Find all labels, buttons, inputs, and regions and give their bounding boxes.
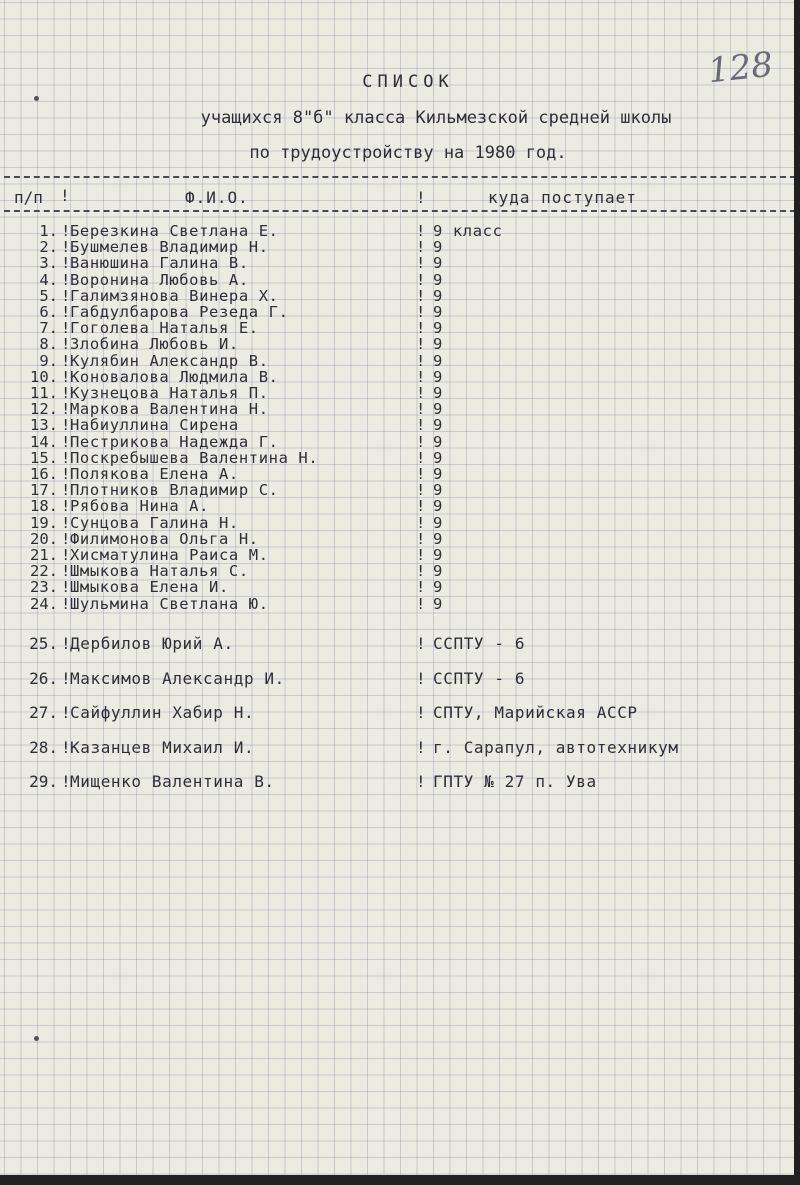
table-row	[0, 546, 800, 562]
row-number: 21.	[30, 546, 58, 564]
destination: г. Сарапул, автотехникум	[433, 737, 679, 757]
destination: 9	[433, 286, 443, 305]
row-number: 22.	[30, 562, 58, 581]
table-row	[0, 562, 800, 581]
table-header-rule	[4, 210, 796, 212]
student-name: Маркова Валентина Н.	[70, 400, 269, 419]
column-separator: !	[61, 303, 71, 321]
column-separator: !	[416, 303, 426, 321]
destination: ССПТУ - 6	[433, 634, 526, 653]
row-number: 26.	[29, 668, 58, 688]
student-name: Набиуллина Сирена	[70, 416, 239, 435]
column-separator: !	[61, 578, 71, 597]
column-separator: !	[61, 529, 71, 548]
destination: 9	[433, 384, 443, 402]
row-number: 17.	[30, 481, 58, 500]
student-name: Филимонова Ольга Н.	[70, 529, 259, 548]
row-number: 13.	[30, 416, 58, 435]
row-number: 8.	[39, 335, 58, 354]
destination: 9	[433, 497, 443, 516]
student-name: Полякова Елена А.	[70, 465, 239, 483]
destination: 9	[433, 578, 443, 597]
table-row	[0, 595, 800, 611]
column-separator: !	[60, 186, 70, 205]
destination: 9	[433, 270, 443, 289]
column-separator: !	[61, 367, 71, 386]
table-top-rule	[4, 176, 796, 178]
student-name: Габдулбарова Резеда Г.	[70, 303, 289, 321]
column-header-destination: куда поступает	[488, 188, 637, 207]
column-separator: !	[416, 367, 426, 386]
destination: ССПТУ - 6	[433, 668, 526, 688]
student-name: Казанцев Михаил И.	[70, 737, 255, 757]
column-separator: !	[61, 481, 71, 500]
student-name: Шмыкова Елена И.	[70, 578, 229, 597]
row-number: 9.	[39, 351, 58, 370]
column-separator: !	[61, 351, 71, 370]
column-separator: !	[61, 737, 71, 757]
destination: 9	[433, 319, 443, 338]
student-name: Максимов Александр И.	[70, 668, 285, 688]
column-separator: !	[61, 772, 71, 791]
student-name: Березкина Светлана Е.	[70, 222, 279, 240]
destination: 9	[433, 594, 443, 613]
row-number: 28.	[29, 737, 58, 757]
column-separator: !	[416, 513, 426, 532]
destination: 9	[433, 432, 443, 451]
column-separator: !	[61, 238, 71, 257]
row-number: 7.	[39, 319, 58, 338]
column-separator: !	[61, 400, 71, 419]
destination: 9	[433, 238, 443, 257]
column-separator: !	[61, 562, 71, 581]
student-name: Ванюшина Галина В.	[70, 254, 249, 273]
column-separator: !	[416, 254, 426, 273]
column-header-number: п/п	[14, 188, 43, 207]
column-separator: !	[61, 668, 71, 688]
column-separator: !	[416, 529, 426, 548]
row-number: 1.	[39, 222, 58, 240]
destination: 9	[433, 400, 443, 419]
column-separator: !	[416, 737, 426, 757]
column-separator: !	[61, 546, 71, 564]
table-row	[0, 497, 800, 516]
student-name: Шмыкова Наталья С.	[70, 562, 249, 581]
column-separator: !	[416, 703, 426, 722]
column-header-name: Ф.И.О.	[185, 188, 249, 207]
table-row	[0, 416, 800, 435]
student-name: Хисматулина Раиса М.	[70, 546, 269, 564]
column-separator: !	[61, 448, 71, 467]
student-name: Коновалова Людмила В.	[70, 367, 279, 386]
table-row	[0, 578, 800, 597]
document-title: СПИСОК	[362, 72, 454, 92]
scan-edge	[794, 0, 800, 1185]
table-row	[0, 319, 800, 338]
student-name: Злобина Любовь И.	[70, 335, 239, 354]
destination: 9	[433, 481, 443, 500]
column-separator: !	[61, 465, 71, 483]
table-row	[0, 465, 800, 481]
destination: 9	[433, 351, 443, 370]
column-separator: !	[416, 668, 426, 688]
row-number: 11.	[30, 384, 58, 402]
table-row	[0, 287, 800, 303]
destination: ГПТУ № 27 п. Ува	[433, 772, 597, 791]
column-separator: !	[416, 222, 426, 240]
row-number: 14.	[30, 432, 58, 451]
column-separator: !	[61, 335, 71, 354]
table-row	[0, 384, 800, 400]
column-separator: !	[416, 497, 426, 516]
destination: 9	[433, 367, 443, 386]
student-name: Бушмелев Владимир Н.	[70, 238, 269, 257]
destination: 9	[433, 448, 443, 467]
column-separator: !	[416, 351, 426, 370]
table-row	[0, 254, 800, 273]
column-separator: !	[61, 594, 71, 613]
table-row	[0, 222, 800, 238]
table-row	[0, 449, 800, 465]
student-name: Шульмина Светлана Ю.	[70, 594, 269, 613]
destination: 9	[433, 416, 443, 435]
row-number: 24.	[30, 594, 58, 613]
column-separator: !	[61, 634, 71, 653]
destination: 9	[433, 529, 443, 548]
table-row	[0, 303, 800, 319]
destination: 9	[433, 546, 443, 564]
column-separator: !	[416, 448, 426, 467]
column-separator: !	[61, 384, 71, 402]
student-name: Рябова Нина А.	[70, 497, 210, 516]
column-separator: !	[61, 513, 71, 532]
row-number: 29.	[29, 772, 58, 791]
row-number: 3.	[39, 254, 58, 273]
destination: СПТУ, Марийская АССР	[433, 703, 638, 722]
row-number: 12.	[30, 400, 58, 419]
table-row	[0, 368, 800, 384]
column-separator: !	[416, 286, 426, 305]
column-separator: !	[416, 384, 426, 402]
row-number: 19.	[30, 513, 58, 532]
row-number: 25.	[29, 634, 58, 653]
column-separator: !	[416, 578, 426, 597]
column-separator: !	[416, 400, 426, 419]
column-separator: !	[61, 497, 71, 516]
student-name: Кулябин Александр В.	[70, 351, 269, 370]
column-separator: !	[61, 286, 71, 305]
row-number: 6.	[39, 303, 58, 321]
destination: 9 класс	[433, 222, 503, 240]
student-name: Сунцова Галина Н.	[70, 513, 239, 532]
column-separator: !	[416, 319, 426, 338]
table-row	[0, 481, 800, 500]
scan-edge	[0, 1175, 800, 1185]
row-number: 2.	[39, 238, 58, 257]
row-number: 5.	[39, 286, 58, 305]
row-number: 16.	[30, 465, 58, 483]
student-name: Плотников Владимир С.	[70, 481, 279, 500]
student-name: Поскребышева Валентина Н.	[70, 448, 319, 467]
table-row	[0, 433, 800, 449]
column-separator: !	[416, 188, 426, 207]
table-row	[0, 271, 800, 287]
column-separator: !	[416, 432, 426, 451]
column-separator: !	[416, 238, 426, 257]
page-number: 128	[706, 44, 775, 92]
column-separator: !	[61, 703, 71, 722]
column-separator: !	[416, 465, 426, 483]
student-name: Галимзянова Винера Х.	[70, 286, 279, 305]
row-number: 27.	[29, 703, 58, 722]
table-row	[0, 772, 800, 791]
destination: 9	[433, 335, 443, 354]
column-separator: !	[416, 546, 426, 564]
table-row	[0, 238, 800, 257]
column-separator: !	[61, 270, 71, 289]
column-separator: !	[61, 416, 71, 435]
column-separator: !	[416, 594, 426, 613]
row-number: 20.	[30, 529, 58, 548]
table-row	[0, 335, 800, 354]
table-row	[0, 634, 800, 653]
destination: 9	[433, 254, 443, 273]
column-separator: !	[61, 254, 71, 273]
column-separator: !	[416, 481, 426, 500]
table-row	[0, 514, 800, 530]
row-number: 18.	[30, 497, 58, 516]
column-separator: !	[61, 432, 71, 451]
column-separator: !	[416, 562, 426, 581]
document-subtitle-year: по трудоустройству на 1980 год.	[249, 143, 567, 163]
table-row	[0, 530, 800, 546]
student-name: Гоголева Наталья Е.	[70, 319, 259, 338]
student-name: Дербилов Юрий А.	[70, 634, 234, 653]
document-subtitle: учащихся 8"б" класса Кильмезской средней школы	[200, 108, 672, 128]
column-separator: !	[416, 634, 426, 653]
row-number: 15.	[30, 448, 58, 467]
column-separator: !	[61, 319, 71, 338]
table-row	[0, 352, 800, 368]
column-separator: !	[61, 222, 71, 240]
table-row	[0, 703, 800, 722]
row-number: 23.	[30, 578, 58, 597]
table-row	[0, 737, 800, 757]
table-row	[0, 400, 800, 419]
column-separator: !	[416, 270, 426, 289]
row-number: 10.	[30, 367, 58, 386]
student-name: Пестрикова Надежда Г.	[70, 432, 279, 451]
student-name: Сайфуллин Хабир Н.	[70, 703, 255, 722]
column-separator: !	[416, 772, 426, 791]
column-separator: !	[416, 335, 426, 354]
student-name: Кузнецова Наталья П.	[70, 384, 269, 402]
student-name: Мищенко Валентина В.	[70, 772, 275, 791]
row-number: 4.	[39, 270, 58, 289]
student-name: Воронина Любовь А.	[70, 270, 249, 289]
destination: 9	[433, 303, 443, 321]
column-separator: !	[416, 416, 426, 435]
destination: 9	[433, 562, 443, 581]
destination: 9	[433, 465, 443, 483]
table-row	[0, 668, 800, 688]
destination: 9	[433, 513, 443, 532]
